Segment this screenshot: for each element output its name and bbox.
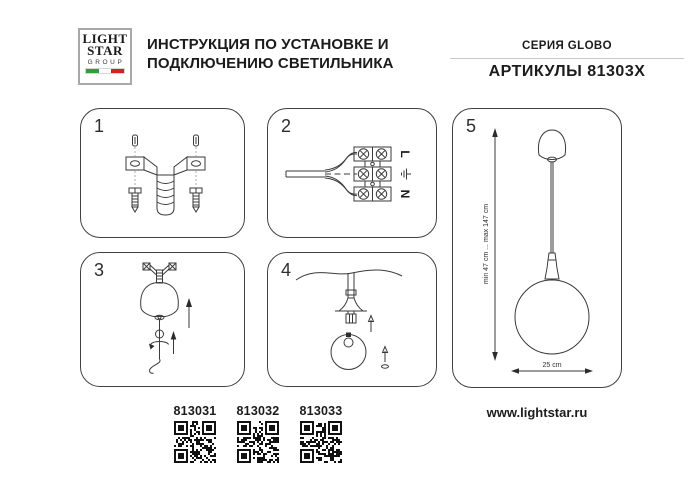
step3-panel [80, 252, 245, 387]
step4-number: 4 [281, 260, 292, 280]
flag-green [86, 69, 99, 73]
flag-white [99, 69, 112, 73]
canopy-mounting-drawing [81, 253, 246, 388]
logo-word-star: STAR [87, 43, 123, 58]
terminal-label-l: L [397, 150, 412, 158]
logo-word-light: LIGHT [82, 31, 128, 46]
terminal-label-n: N [397, 189, 412, 199]
diameter-label: 25 cm [542, 362, 562, 369]
page-title-line2: ПОДКЛЮЧЕНИЮ СВЕТИЛЬНИКА [147, 54, 394, 72]
page-title-line1: ИНСТРУКЦИЯ ПО УСТАНОВКЕ И [147, 36, 389, 53]
series-divider [450, 58, 684, 59]
wiring-terminal-drawing [268, 109, 438, 239]
qr-code-813031 [174, 421, 216, 463]
qr-code-813032 [237, 421, 279, 463]
step1-number: 1 [94, 116, 105, 136]
step4-panel [267, 252, 437, 387]
step5-number: 5 [466, 116, 477, 136]
articles-label: АРТИКУЛЫ 81303X [488, 63, 646, 80]
article-block-813033 [289, 404, 353, 463]
step3-number: 3 [94, 260, 105, 280]
lightstar-logo [78, 28, 132, 85]
page-title [147, 36, 407, 73]
height-range-label: min 47 cm ... max 147 cm [483, 203, 490, 285]
step1-panel [80, 108, 245, 238]
step2-number: 2 [281, 116, 292, 136]
pendant-dimension-drawing [453, 109, 623, 389]
step5-panel [452, 108, 622, 388]
website-url: www.lightstar.ru [486, 405, 588, 420]
article-code: 813032 [236, 404, 280, 418]
logo-word-group: GROUP [87, 59, 125, 66]
qr-code-813033 [300, 421, 342, 463]
article-block-813032 [226, 404, 290, 463]
globe-attachment-drawing [268, 253, 438, 388]
flag-red [111, 69, 124, 73]
earth-symbol [402, 169, 412, 180]
italian-flag-bar [85, 68, 125, 74]
series-label: СЕРИЯ GLOBO [522, 40, 612, 52]
article-code: 813031 [173, 404, 217, 418]
bracket-hardware-drawing [81, 109, 246, 239]
article-block-813031 [163, 404, 227, 463]
series-block [450, 40, 684, 81]
step2-panel [267, 108, 437, 238]
article-code: 813033 [299, 404, 343, 418]
